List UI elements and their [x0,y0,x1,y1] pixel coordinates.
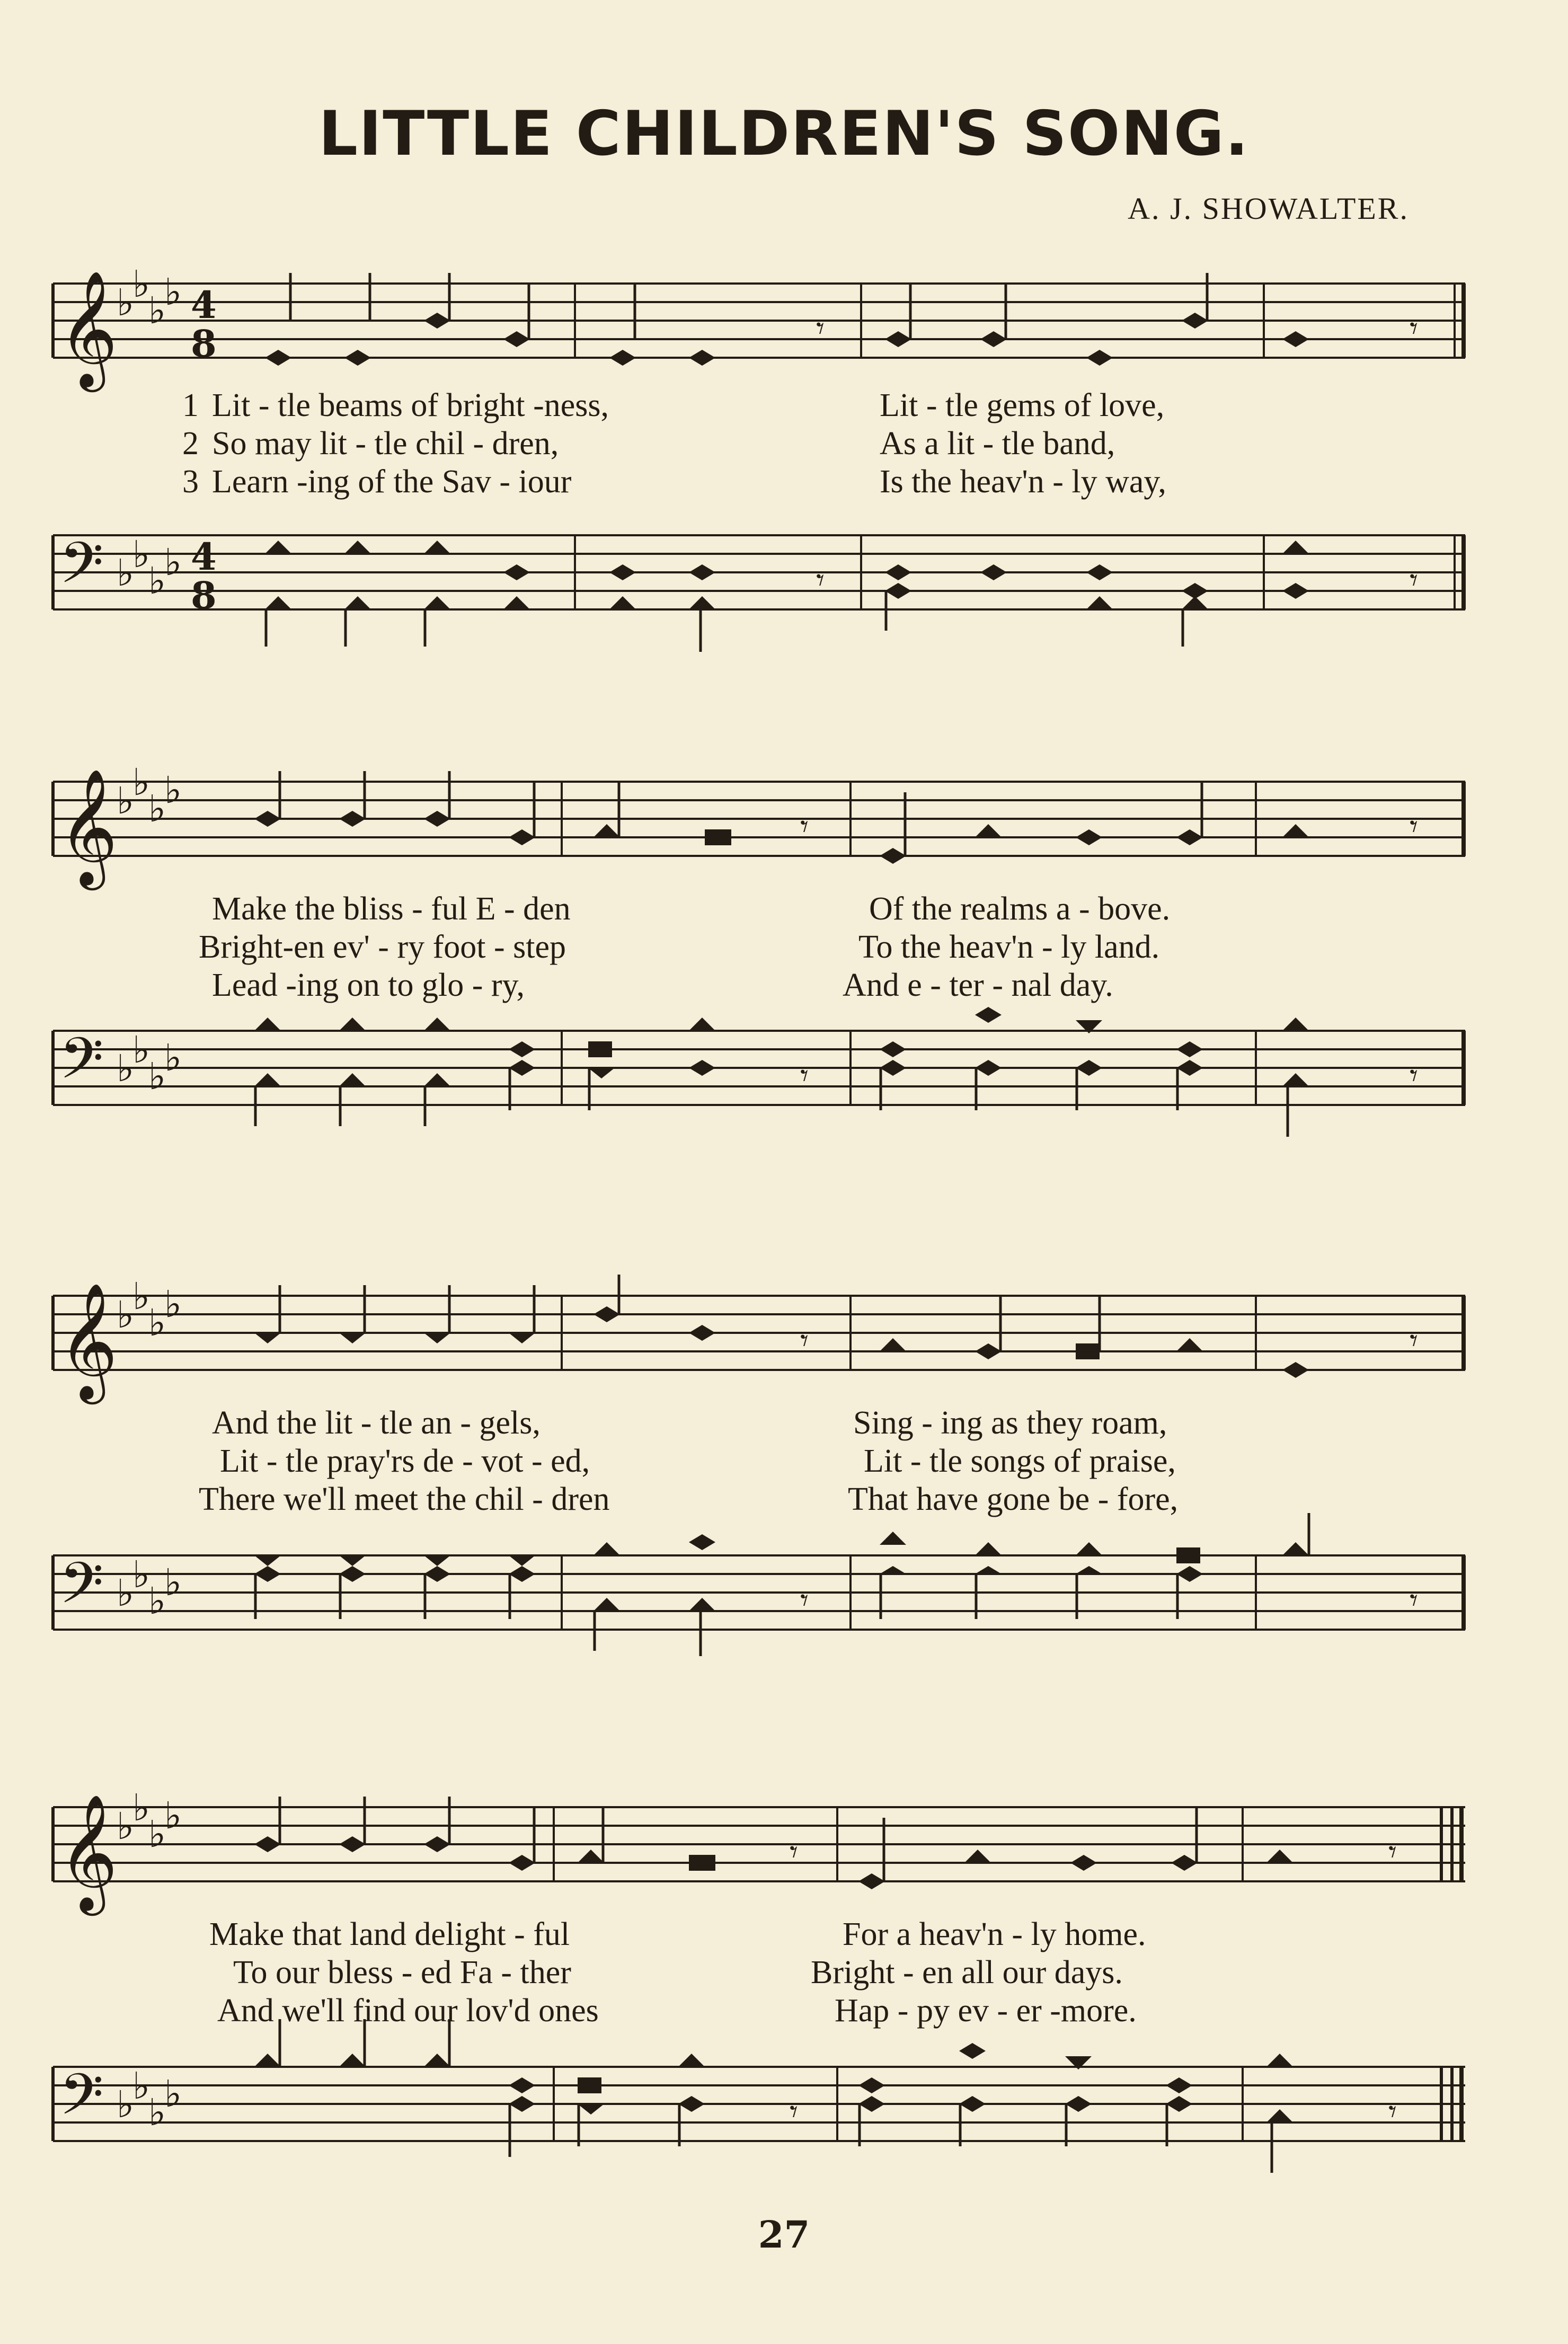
svg-text:♭: ♭ [117,1571,135,1615]
time-signature-top: 4 [191,283,217,327]
svg-text:♭: ♭ [164,1036,182,1080]
eighth-rest-icon: 𝄾 [1388,1834,1397,1871]
svg-text:♭: ♭ [148,289,166,332]
bass-staff [53,2056,1465,2162]
page-number: 27 [758,2213,810,2257]
lyric-segment: Lit - tle beams of bright -ness, [212,387,609,423]
svg-text:♭: ♭ [132,1028,150,1072]
svg-text:♭: ♭ [117,779,135,822]
treble-staff [53,1275,1465,1399]
svg-text:♭: ♭ [132,262,150,306]
eighth-rest-icon: 𝄾 [1388,2093,1397,2130]
eighth-rest-icon: 𝄾 [1410,562,1418,599]
svg-text:♭: ♭ [132,1553,150,1596]
lyric-segment: Bright - en all our days. [811,1954,1123,1991]
lyric-segment: There we'll meet the chil - dren [199,1481,610,1517]
treble-staff-notation [53,1275,1465,1399]
eighth-rest-icon: 𝄾 [1410,808,1418,845]
treble-staff-notation [53,760,1465,885]
svg-text:♭: ♭ [117,551,135,595]
svg-text:♭: ♭ [117,2083,135,2126]
treble-clef-icon: 𝄞 [58,1793,118,1910]
verse-number: 1 [182,387,199,423]
eighth-rest-icon: 𝄾 [800,1582,809,1619]
lyric-segment: As a lit - tle band, [880,426,1115,462]
svg-text:♭: ♭ [117,1293,135,1337]
lyric-segment: Of the realms a - bove. [869,891,1171,927]
lyric-segment: So may lit - tle chil - dren, [212,426,559,462]
svg-text:♭: ♭ [164,541,182,584]
treble-clef-icon: 𝄞 [58,270,118,387]
treble-staff [53,262,1465,387]
svg-text:♭: ♭ [148,1579,166,1623]
lyric-segment: Lit - tle songs of praise, [864,1443,1176,1479]
treble-staff-notation [53,1786,1465,1910]
composer-credit: A. J. SHOWALTER. [1128,191,1409,226]
svg-text:♭: ♭ [132,1786,150,1829]
key-signature-flats-icon [117,1275,182,1345]
svg-text:♭: ♭ [164,1794,182,1837]
shape-note-heads [254,1306,1309,1378]
lyric-segment: To the heav'n - ly land. [858,929,1160,965]
svg-text:♭: ♭ [148,2091,166,2134]
eighth-rest-icon: 𝄾 [790,2093,798,2130]
svg-text:♭: ♭ [164,1282,182,1326]
svg-text:♭: ♭ [148,559,166,603]
shape-note-heads [254,1007,1309,1086]
eighth-rest-icon: 𝄾 [1410,1057,1418,1094]
bass-staff-notation [53,1545,1465,1651]
verse-number: 2 [182,426,199,462]
svg-text:♭: ♭ [148,1812,166,1856]
bass-clef-icon: 𝄢 [59,2061,104,2142]
eighth-rest-icon: 𝄾 [816,310,825,347]
time-signature-top: 4 [191,535,217,579]
treble-staff [53,760,1465,885]
lyric-segment: Make the bliss - ful E - den [212,891,571,927]
bass-staff [53,525,1465,631]
eighth-rest-icon: 𝄾 [800,808,809,845]
bass-clef-icon: 𝄢 [59,1550,104,1630]
key-signature-flats-icon [117,1553,182,1623]
svg-text:♭: ♭ [117,1805,135,1848]
lyric-segment: Sing - ing as they roam, [853,1405,1167,1441]
bass-staff-notation [53,1020,1465,1126]
svg-text:♭: ♭ [164,768,182,812]
lyric-segment: Lit - tle pray'rs de - vot - ed, [220,1443,590,1479]
lyric-segment: Learn -ing of the Sav - iour [212,464,572,500]
lyric-segment: To our bless - ed Fa - ther [233,1954,571,1991]
lyric-segment: And e - ter - nal day. [843,967,1113,1003]
lyric-segment: And the lit - tle an - gels, [212,1405,541,1441]
svg-text:♭: ♭ [117,281,135,324]
treble-staff [53,1786,1465,1910]
svg-text:♭: ♭ [148,1301,166,1345]
time-signature-bottom: 8 [191,573,217,617]
svg-text:♭: ♭ [164,2072,182,2116]
bass-staff-notation [53,525,1465,631]
lyric-segment: Lit - tle gems of love, [880,387,1165,423]
key-signature-flats-icon [117,2064,182,2134]
svg-text:♭: ♭ [132,1275,150,1318]
svg-text:♭: ♭ [132,760,150,804]
bass-staff [53,1020,1465,1126]
lyric-segment: Bright-en ev' - ry foot - step [199,929,566,965]
key-signature-flats-icon [117,262,182,332]
svg-text:♭: ♭ [148,787,166,830]
lyric-segment: And we'll find our lov'd ones [217,1993,599,2029]
svg-text:♭: ♭ [132,533,150,576]
lyric-segment: For a heav'n - ly home. [843,1916,1146,1952]
key-signature-flats-icon [117,533,182,603]
treble-staff-notation [53,262,1465,387]
shape-note-heads [265,541,1309,609]
shape-note-heads [254,1532,1309,1611]
treble-clef-icon: 𝄞 [58,1282,118,1399]
key-signature-flats-icon [117,1786,182,1856]
lyric-segment: Is the heav'n - ly way, [880,464,1166,500]
eighth-rest-icon: 𝄾 [1410,310,1418,347]
eighth-rest-icon: 𝄾 [816,562,825,599]
verse-number: 3 [182,464,199,500]
shape-note-heads [254,2043,1293,2122]
bass-clef-icon: 𝄢 [59,1025,104,1105]
treble-clef-icon: 𝄞 [58,768,118,885]
eighth-rest-icon: 𝄾 [1410,1322,1418,1359]
svg-text:♭: ♭ [148,1055,166,1098]
lyric-segment: Lead -ing on to glo - ry, [212,967,525,1003]
lyric-segment: Make that land delight - ful [209,1916,570,1952]
song-title: LITTLE CHILDREN'S SONG. [318,98,1250,170]
time-signature-bottom: 8 [191,322,217,366]
eighth-rest-icon: 𝄾 [800,1322,809,1359]
bass-staff-notation [53,2056,1465,2162]
key-signature-flats-icon [117,760,182,830]
svg-text:♭: ♭ [132,2064,150,2108]
bass-clef-icon: 𝄢 [59,529,104,610]
eighth-rest-icon: 𝄾 [790,1834,798,1871]
svg-text:♭: ♭ [164,270,182,314]
lyric-segment: Hap - py ev - er -more. [835,1993,1137,2029]
key-signature-flats-icon [117,1028,182,1098]
eighth-rest-icon: 𝄾 [800,1057,809,1094]
svg-text:♭: ♭ [117,1047,135,1090]
lyric-segment: That have gone be - fore, [848,1481,1179,1517]
eighth-rest-icon: 𝄾 [1410,1582,1418,1619]
bass-staff [53,1545,1465,1651]
svg-text:♭: ♭ [164,1561,182,1604]
